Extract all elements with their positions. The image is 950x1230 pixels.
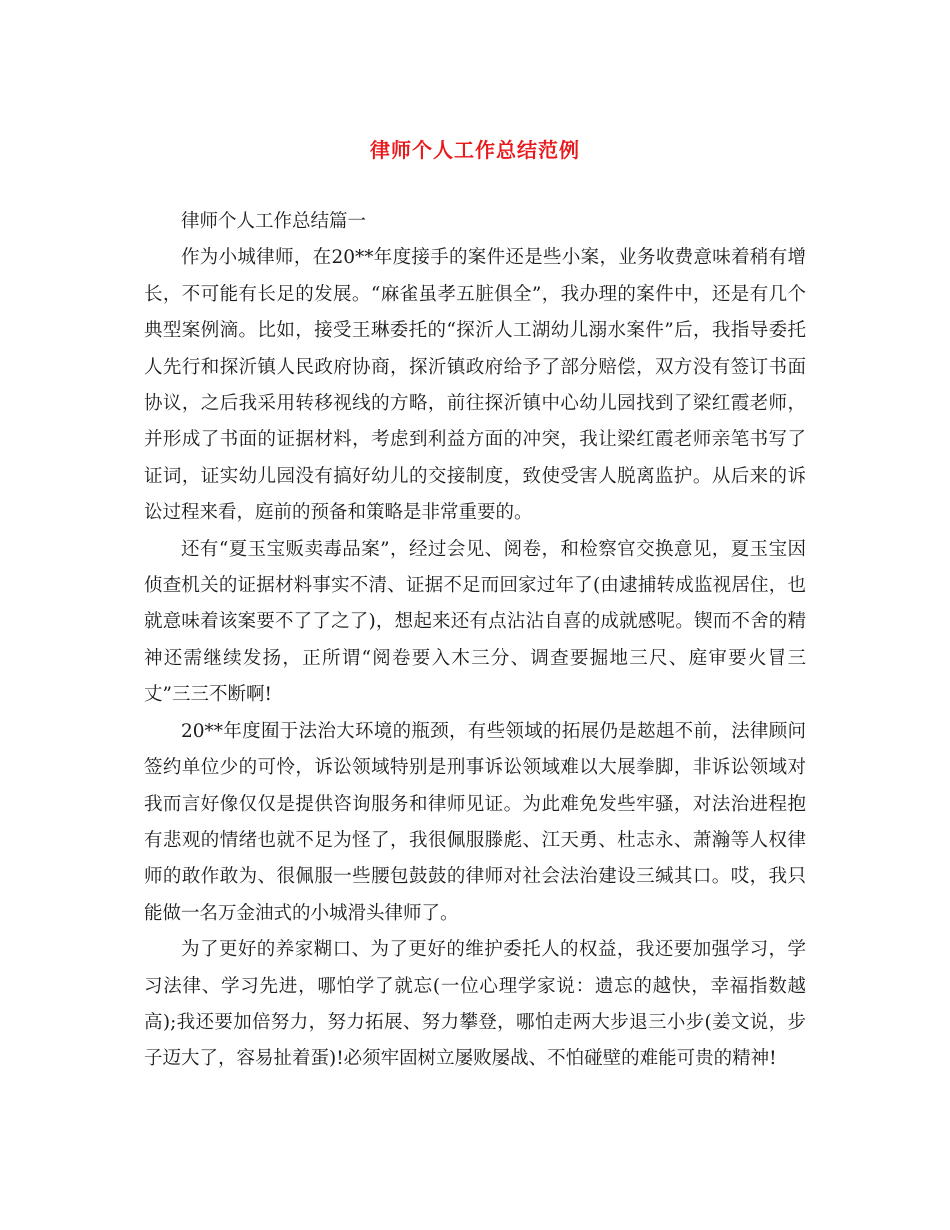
paragraph: 20**年度囿于法治大环境的瓶颈，有些领域的拓展仍是趑趄不前，法律顾问签约单位少的可怜，诉讼领域特别是刑事诉讼领域难以大展拳脚，非诉讼领域对我而言好像仅仅是提供咨询服务和律师见证。为此难免发些牢骚，对法治进程抱有悲观的情绪也就不足为怪了，我很佩服滕彪、江天勇、杜志永、萧瀚等人权律师的敢作敢为、很佩服一些腰包鼓鼓的律师对社会法治建设三缄其口。哎，我只能做一名万金油式的小城滑头律师了。: [144, 720, 806, 924]
paragraph: 还有“夏玉宝贩卖毒品案”，经过会见、阅卷，和检察官交换意见，夏玉宝因侦查机关的证据材料事实不清、证据不足而回家过年了(由逮捕转成监视居住，也就意味着该案要不了了之了)，想起来还有点沾沾自喜的成就感呢。锲而不舍的精神还需继续发扬，正所谓“阅卷要入木三分、调查要掘地三尺、庭审要火冒三丈”三三不断啊!: [144, 538, 806, 706]
document-body: [144, 204, 806, 1078]
document-title: 律师个人工作总结范例: [370, 138, 580, 162]
section-heading: 律师个人工作总结篇一: [181, 211, 367, 232]
paragraph: 作为小城律师，在20**年度接手的案件还是些小案，业务收费意味着稍有增长，不可能有长足的发展。“麻雀虽孝五脏俱全”，我办理的案件中，还是有几个典型案例滴。比如，接受王琳委托的“探沂人工湖幼儿溺水案件”后，我指导委托人先行和探沂镇人民政府协商，探沂镇政府给予了部分赔偿，双方没有签订书面协议，之后我采用转移视线的方略，前往探沂镇中心幼儿园找到了梁红霞老师，并形成了书面的证据材料，考虑到利益方面的冲突，我让梁红霞老师亲笔书写了证词，证实幼儿园没有搞好幼儿的交接制度，致使受害人脱离监护。从后来的诉讼过程来看，庭前的预备和策略是非常重要的。: [144, 247, 806, 524]
paragraph: 为了更好的养家糊口、为了更好的维护委托人的权益，我还要加强学习，学习法律、学习先进，哪怕学了就忘(一位心理学家说：遗忘的越快，幸福指数越高);我还要加倍努力，努力拓展、努力攀登，哪怕走两大步退三小步(姜文说，步子迈大了，容易扯着蛋)!必须牢固树立屡败屡战、不怕碰壁的难能可贵的精神!: [144, 939, 806, 1070]
